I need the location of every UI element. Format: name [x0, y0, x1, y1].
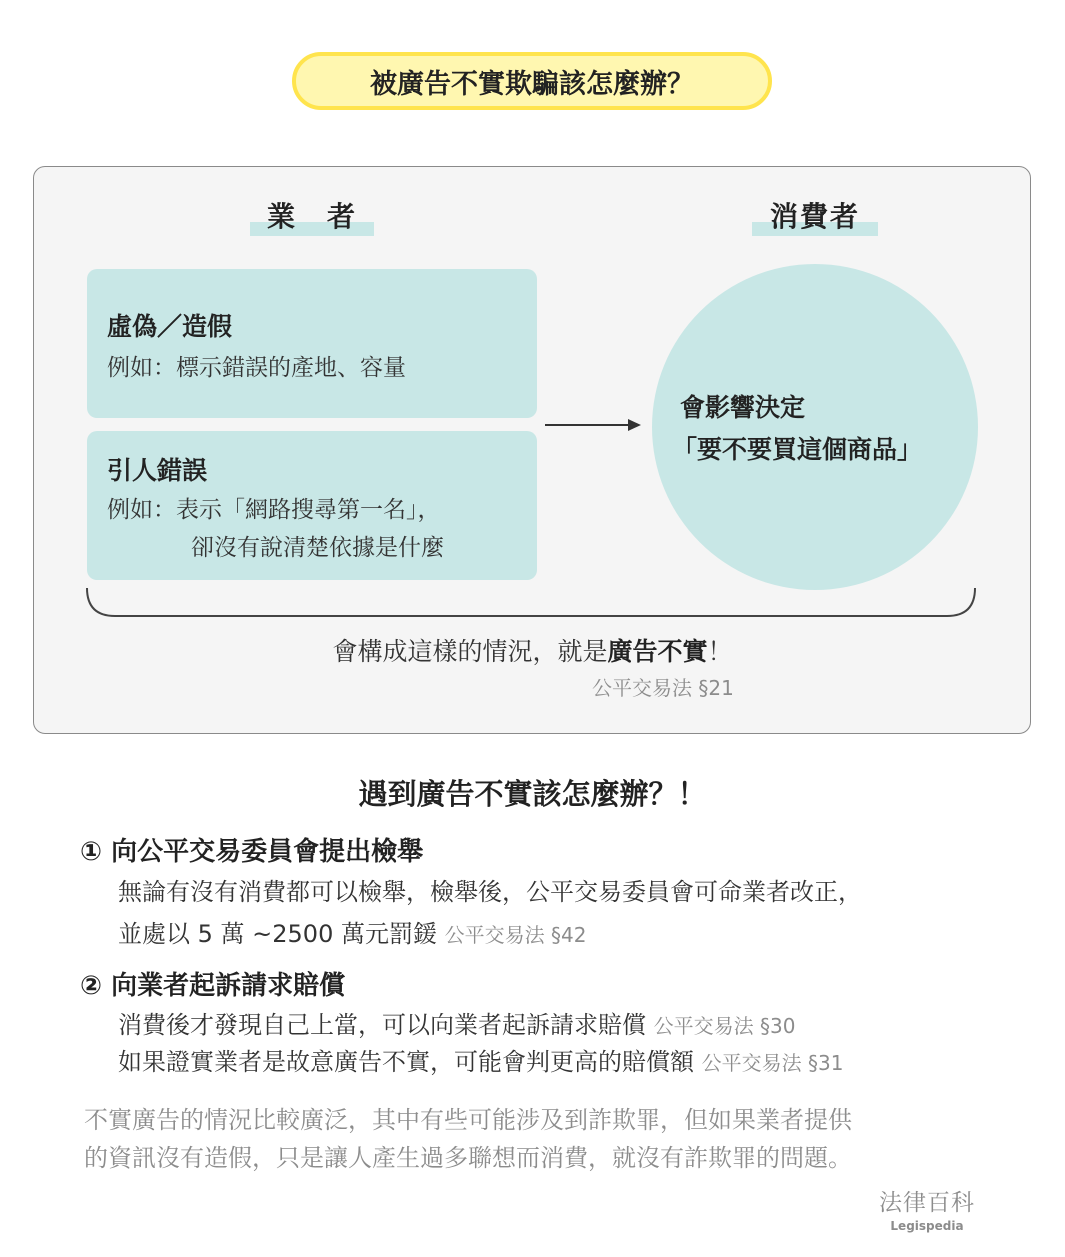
- item2-law1: 公平交易法 §30: [653, 1014, 796, 1038]
- misleading-example-line1: 例如：表示「網路搜尋第一名」，: [107, 497, 441, 523]
- title-pill: [292, 52, 772, 110]
- summary-suffix: ！: [707, 637, 733, 666]
- consumer-heading: [752, 198, 878, 236]
- false-claim-example: 例如：標示錯誤的產地、容量: [107, 355, 406, 381]
- summary-prefix: 會構成這樣的情況，就是: [332, 637, 608, 666]
- false-claim-title: 虛偽／造假: [107, 312, 233, 341]
- misleading-example-line2: 卻沒有說清楚依據是什麼: [191, 535, 444, 561]
- item1-law: 公平交易法 §42: [444, 923, 587, 947]
- item1-title: ① 向公平交易委員會提出檢舉: [80, 837, 424, 867]
- decision-line2: 「要不要買這個商品」: [672, 435, 923, 464]
- decision-circle: [652, 264, 978, 590]
- brand-name-zh: 法律百科: [879, 1190, 975, 1216]
- item1-line1: 無論有沒有消費都可以檢舉，檢舉後，公平交易委員會可命業者改正，: [118, 878, 862, 906]
- item2-line1-text: 消費後才發現自己上當，可以向業者起訴請求賠償: [118, 1011, 646, 1039]
- summary-law: 公平交易法 §21: [592, 676, 734, 700]
- arrow-line: [545, 424, 631, 426]
- false-claim-box: [87, 269, 537, 418]
- item2-line1: [118, 1005, 795, 1040]
- business-heading-text: 業 者: [266, 200, 357, 233]
- item1-line2: [118, 914, 586, 949]
- item2-line2: [118, 1042, 843, 1077]
- item2-law2: 公平交易法 §31: [701, 1051, 844, 1075]
- summary-line: [0, 632, 1065, 668]
- arrow-right-icon: [628, 419, 641, 431]
- page-title: 被廣告不實欺騙該怎麼辦？: [370, 68, 694, 100]
- note-line1: 不實廣告的情況比較廣泛，其中有些可能涉及到詐欺罪，但如果業者提供: [84, 1106, 852, 1134]
- misleading-box: [87, 431, 537, 580]
- item2-line2-text: 如果證實業者是故意廣告不實，可能會判更高的賠償額: [118, 1048, 694, 1076]
- brand-logo: [868, 1184, 986, 1233]
- misleading-title: 引人錯誤: [107, 456, 208, 485]
- summary-bold: 廣告不實: [607, 637, 708, 666]
- brand-name-en: Legispedia: [890, 1219, 964, 1233]
- item2-title: ② 向業者起訴請求賠償: [80, 971, 346, 1001]
- consumer-heading-text: 消費者: [769, 200, 860, 233]
- note-line2: 的資訊沒有造假，只是讓人產生過多聯想而消費，就沒有詐欺罪的問題。: [84, 1144, 852, 1172]
- decision-line1: 會影響決定: [680, 393, 806, 422]
- business-heading: [250, 198, 374, 236]
- section-title: 遇到廣告不實該怎麼辦？！: [358, 777, 707, 811]
- bracket-icon: [85, 586, 977, 620]
- item1-line2-text: 並處以 5 萬 ~2500 萬元罰鍰: [118, 920, 437, 948]
